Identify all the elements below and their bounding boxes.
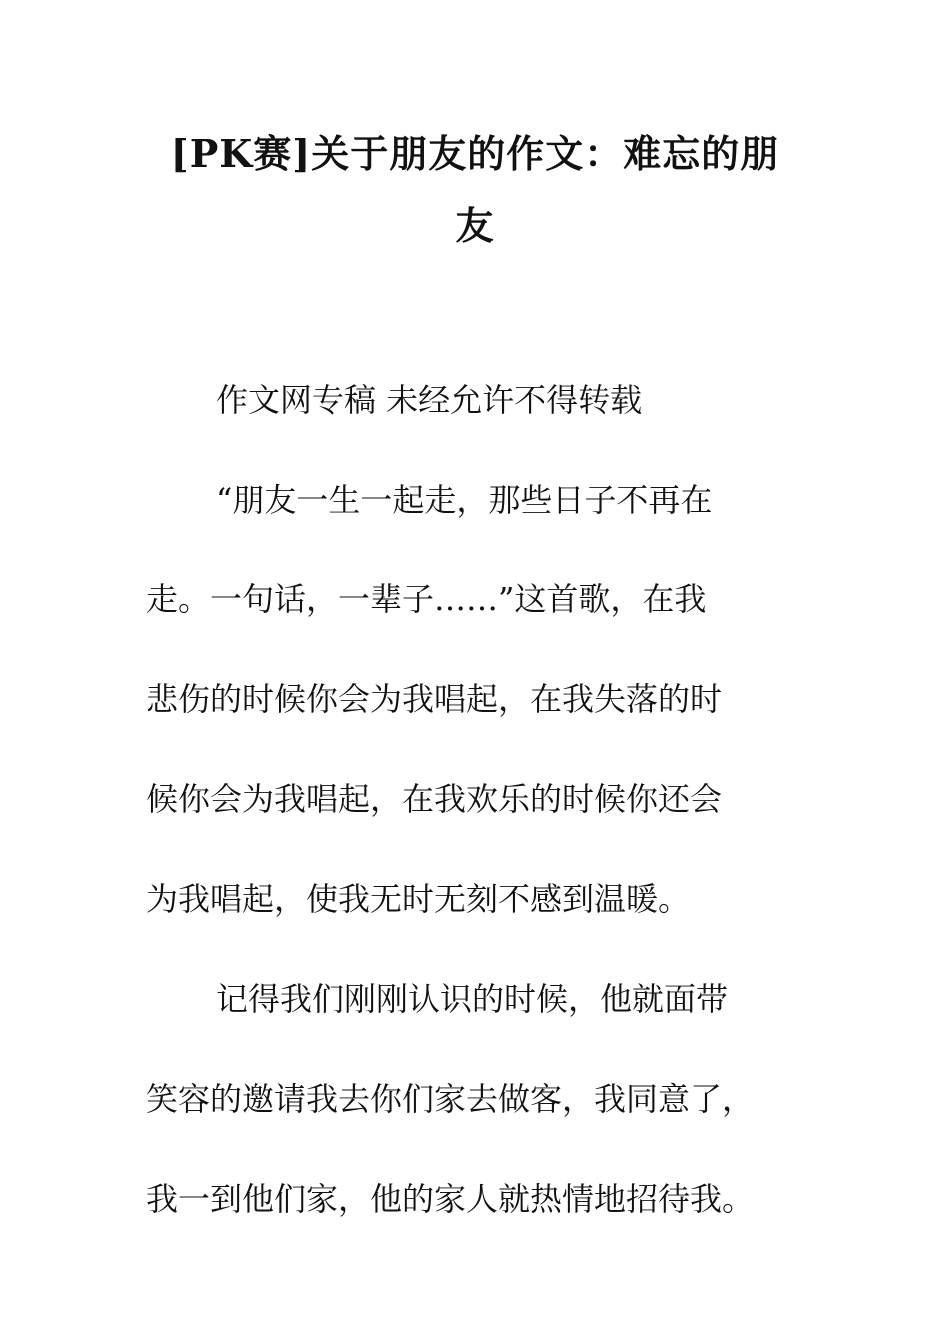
byline: 作文网专稿 未经允许不得转载 (216, 381, 643, 419)
paragraph-1-line-3: 悲伤的时候你会为我唱起，在我失落的时 (146, 680, 723, 718)
paragraph-1-line-1: “朋友一生一起走，那些日子不再在 (216, 481, 713, 519)
paragraph-2-line-3: 我一到他们家，他的家人就热情地招待我。 (146, 1180, 755, 1218)
paragraph-1-line-2: 走。一句话，一辈子……”这首歌，在我 (146, 580, 707, 618)
paragraph-1-line-4: 候你会为我唱起，在我欢乐的时候你还会 (146, 780, 723, 818)
document-title (140, 118, 810, 262)
paragraph-2-line-1: 记得我们刚刚认识的时候，他就面带 (216, 980, 729, 1018)
title-line-2: 友 (455, 203, 495, 248)
paragraph-2-line-2: 笑容的邀请我去你们家去做客，我同意了， (146, 1080, 755, 1118)
paragraph-1-line-5: 为我唱起，使我无时无刻不感到温暖。 (146, 880, 691, 918)
title-line-1: [PK赛]关于朋友的作文：难忘的朋 (170, 131, 780, 176)
